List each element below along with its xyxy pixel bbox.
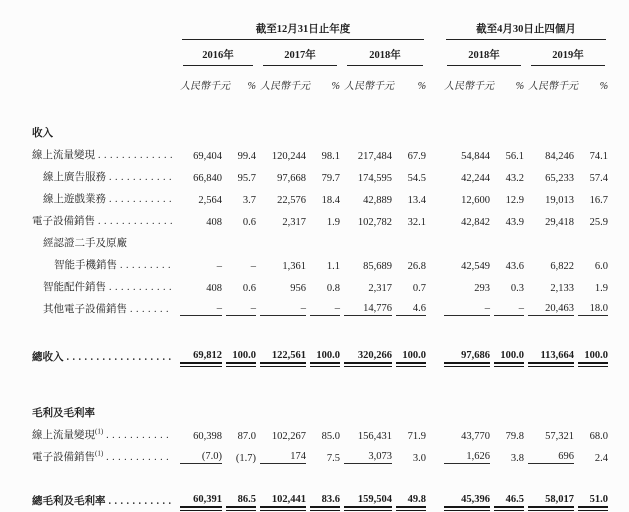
pct-cell: [576, 228, 610, 250]
amount-cell: 42,842: [461, 217, 491, 228]
pct-cell: 18.0: [576, 294, 610, 316]
amount-cell: 293: [474, 283, 491, 294]
pct-cell: 49.8: [394, 480, 428, 508]
amount-cell: [178, 228, 224, 250]
pct-cell: 0.6: [242, 283, 256, 294]
amount-cell: 85,689: [363, 261, 392, 272]
group-gap: [428, 272, 442, 294]
pct-cell: 86.5: [224, 480, 258, 508]
pct-cell: [308, 228, 342, 250]
group-gap: [428, 420, 442, 442]
group-gap: [428, 480, 442, 508]
percent-label: %: [247, 81, 256, 92]
pct-cell: 7.5: [326, 453, 340, 464]
amount-cell: 159,504: [342, 480, 394, 508]
empty-cell: [30, 40, 178, 66]
amount-cell: [442, 398, 492, 420]
group-gap: [428, 140, 442, 162]
dot-leader: [67, 352, 173, 363]
year-2016: 2016年: [183, 47, 253, 66]
pct-cell: 100.0: [394, 336, 428, 364]
group-gap: [428, 206, 442, 228]
amount-cell: 2,317: [282, 217, 306, 228]
pct-cell: 43.2: [505, 173, 525, 184]
dot-leader: [109, 282, 172, 293]
year-2018: 2018年: [347, 47, 423, 66]
unit-label: 人民幣千元: [444, 81, 495, 92]
row-label: [30, 480, 178, 508]
period-group-annual: 截至12月31日止年度: [182, 21, 424, 40]
table-row: [30, 336, 610, 364]
pct-cell: 71.9: [407, 431, 427, 442]
pct-cell: 67.9: [407, 151, 427, 162]
amount-cell: 102,441: [258, 480, 308, 508]
pct-cell: [576, 118, 610, 140]
pct-cell: 79.7: [321, 173, 340, 184]
pct-cell: [492, 118, 526, 140]
unit-label: 人民幣千元: [260, 81, 310, 92]
amount-cell: [442, 118, 492, 140]
amount-cell: –: [178, 294, 224, 316]
amount-cell: 2,317: [368, 283, 392, 294]
table-row: [30, 294, 610, 316]
pct-cell: 0.6: [242, 217, 256, 228]
amount-cell: [258, 228, 308, 250]
pct-cell: [492, 398, 526, 420]
amount-cell: 57,321: [545, 431, 575, 442]
pct-cell: 1.9: [326, 217, 340, 228]
row-label: [30, 184, 178, 206]
amount-cell: [342, 118, 394, 140]
row-label-text: 智能配件銷售: [43, 282, 106, 293]
row-label-text: 電子設備銷售: [32, 216, 95, 227]
spacer-cell: [30, 94, 610, 118]
row-label-text: 電子設備銷售$^{(1)}$: [32, 449, 104, 463]
amount-cell: 408: [206, 217, 222, 228]
amount-cell: 174,595: [357, 173, 392, 184]
row-label-text: 線上流量變現: [32, 150, 95, 161]
year-header-row: [30, 40, 610, 66]
empty-cell: [30, 14, 178, 40]
percent-label: %: [599, 81, 609, 92]
pct-cell: [394, 228, 428, 250]
amount-cell: –: [258, 294, 308, 316]
amount-cell: 65,233: [545, 173, 575, 184]
amount-cell: 102,267: [271, 431, 306, 442]
pct-cell: 12.9: [505, 195, 525, 206]
pct-cell: 26.8: [407, 261, 427, 272]
pct-cell: 100.0: [224, 336, 258, 364]
amount-cell: 3,073: [342, 442, 394, 464]
amount-cell: 60,391: [178, 480, 224, 508]
pct-cell: –: [224, 294, 258, 316]
pct-cell: 100.0: [576, 336, 610, 364]
row-label: [30, 228, 178, 250]
pct-cell: 3.0: [412, 453, 427, 464]
amount-cell: 1,626: [442, 442, 492, 464]
amount-cell: 408: [206, 283, 222, 294]
group-gap: [428, 442, 442, 464]
amount-cell: 2,133: [550, 283, 575, 294]
pct-cell: 2.4: [594, 453, 609, 464]
row-label-text: 智能手機銷售: [54, 260, 117, 271]
dot-leader: [120, 260, 172, 271]
row-label: [30, 442, 178, 464]
group-gap: [428, 250, 442, 272]
amount-cell: 97,668: [277, 173, 306, 184]
amount-cell: [526, 228, 576, 250]
amount-cell: 84,246: [545, 151, 575, 162]
pct-cell: 85.0: [321, 431, 340, 442]
amount-cell: 66,840: [193, 173, 222, 184]
spacer-cell: [30, 364, 610, 398]
amount-cell: 69,812: [178, 336, 224, 364]
pct-cell: [224, 118, 258, 140]
amount-cell: [178, 118, 224, 140]
dot-leader: [109, 194, 172, 205]
amount-cell: 217,484: [357, 151, 392, 162]
year-cell: [342, 40, 428, 66]
row-label-text: 線上遊戲業務: [43, 194, 106, 205]
amount-cell: 122,561: [258, 336, 308, 364]
row-label-text: 總毛利及毛利率: [32, 496, 106, 507]
pct-cell: 46.5: [492, 480, 526, 508]
amount-cell: 43,770: [461, 431, 491, 442]
group-gap: [428, 398, 442, 420]
row-label: [30, 162, 178, 184]
amount-cell: 60,398: [193, 431, 222, 442]
amount-cell: [526, 398, 576, 420]
amount-cell: 22,576: [277, 195, 306, 206]
row-label-text: 線上廣告服務: [43, 172, 106, 183]
pct-cell: 0.8: [326, 283, 340, 294]
section-header-row: [30, 398, 610, 420]
amount-cell: [258, 398, 308, 420]
group-gap: [428, 118, 442, 140]
amount-cell: 6,822: [550, 261, 575, 272]
period-group-row: [30, 14, 610, 40]
amount-cell: 156,431: [357, 431, 392, 442]
pct-cell: 54.5: [407, 173, 427, 184]
row-label-text: 線上流量變現$^{(1)}$: [32, 427, 104, 441]
row-label-text: 毛利及毛利率: [32, 408, 95, 419]
pct-cell: 6.0: [594, 261, 609, 272]
amount-cell: 42,549: [461, 261, 491, 272]
unit-label: 人民幣千元: [344, 81, 394, 92]
pct-cell: 100.0: [492, 336, 526, 364]
amount-cell: 1,361: [282, 261, 306, 272]
pct-cell: 16.7: [589, 195, 609, 206]
table-row: [30, 162, 610, 184]
table-row: [30, 184, 610, 206]
spacer-row: [30, 94, 610, 118]
row-label: [30, 294, 178, 316]
amount-cell: 113,664: [526, 336, 576, 364]
pct-cell: –: [250, 261, 256, 272]
pct-cell: 25.9: [589, 217, 609, 228]
pct-cell: 1.9: [594, 283, 609, 294]
unit-label: 人民幣千元: [180, 81, 230, 92]
unit-label: 人民幣千元: [528, 81, 579, 92]
amount-cell: 120,244: [271, 151, 306, 162]
pct-cell: 79.8: [505, 431, 525, 442]
year-cell: [178, 40, 258, 66]
dot-leader: [98, 150, 172, 161]
dot-leader: [109, 172, 172, 183]
amount-cell: [442, 228, 492, 250]
group-gap: [428, 294, 442, 316]
pct-cell: 100.0: [308, 336, 342, 364]
pct-cell: 1.1: [326, 261, 340, 272]
table-row: [30, 140, 610, 162]
amount-cell: –: [442, 294, 492, 316]
amount-cell: 696: [526, 442, 576, 464]
row-label: [30, 250, 178, 272]
row-label-text: 經認證二手及原廠: [43, 238, 127, 249]
empty-cell: [30, 66, 178, 94]
spacer-cell: [30, 316, 610, 336]
spacer-row: [30, 316, 610, 336]
pct-cell: 57.4: [589, 173, 609, 184]
table-row: [30, 480, 610, 508]
amount-cell: 174: [258, 442, 308, 464]
year-cell: [526, 40, 610, 66]
pct-cell: 13.4: [407, 195, 427, 206]
amount-cell: 42,889: [363, 195, 392, 206]
amount-cell: [342, 398, 394, 420]
amount-cell: 58,017: [526, 480, 576, 508]
pct-cell: 98.1: [321, 151, 340, 162]
amount-cell: [526, 118, 576, 140]
pct-cell: 4.6: [394, 294, 428, 316]
row-label: [30, 272, 178, 294]
pct-cell: [492, 228, 526, 250]
dot-leader: [130, 304, 172, 315]
pct-cell: 18.4: [321, 195, 340, 206]
pct-cell: 0.7: [412, 283, 427, 294]
amount-cell: 19,013: [545, 195, 575, 206]
pct-cell: [224, 398, 258, 420]
pct-cell: 68.0: [589, 431, 609, 442]
amount-cell: (7.0): [178, 442, 224, 464]
row-label-text: 總收入: [32, 352, 64, 363]
amount-cell: 69,404: [193, 151, 222, 162]
year-cell: [442, 40, 526, 66]
year-cell: [258, 40, 342, 66]
section-title: [30, 118, 178, 140]
table-row: [30, 228, 610, 250]
pct-cell: 99.4: [237, 151, 256, 162]
group-gap: [428, 66, 442, 94]
percent-label: %: [331, 81, 340, 92]
pct-cell: [308, 118, 342, 140]
percent-label: %: [417, 81, 427, 92]
amount-cell: 102,782: [357, 217, 392, 228]
pct-cell: 83.6: [308, 480, 342, 508]
amount-cell: 320,266: [342, 336, 394, 364]
pct-cell: 43.6: [505, 261, 525, 272]
pct-cell: 56.1: [505, 151, 525, 162]
period-group-cell: [442, 14, 610, 40]
row-label: [30, 336, 178, 364]
footnote-marker: (1): [95, 427, 104, 436]
amount-cell: 29,418: [545, 217, 575, 228]
amount-cell: 20,463: [526, 294, 576, 316]
row-label-text: 收入: [32, 128, 53, 139]
group-gap: [428, 336, 442, 364]
pct-cell: [224, 228, 258, 250]
table-row: [30, 206, 610, 228]
table-row: [30, 442, 610, 464]
unit-header-row: [30, 66, 610, 94]
amount-cell: [178, 398, 224, 420]
section-header-row: [30, 118, 610, 140]
pct-cell: (1.7): [235, 453, 256, 464]
table-row: [30, 420, 610, 442]
amount-cell: 42,244: [461, 173, 491, 184]
pct-cell: [576, 398, 610, 420]
group-gap: [428, 14, 442, 40]
pct-cell: 3.8: [510, 453, 525, 464]
table-row: [30, 272, 610, 294]
table-row: [30, 250, 610, 272]
period-group-cell: [178, 14, 428, 40]
spacer-cell: [30, 464, 610, 480]
group-gap: [428, 162, 442, 184]
percent-label: %: [515, 81, 525, 92]
dot-leader: [98, 216, 172, 227]
pct-cell: [394, 398, 428, 420]
amount-cell: 45,396: [442, 480, 492, 508]
spacer-row: [30, 364, 610, 398]
pct-cell: –: [308, 294, 342, 316]
pct-cell: 3.7: [242, 195, 256, 206]
pct-cell: 0.3: [510, 283, 525, 294]
group-gap: [428, 228, 442, 250]
dot-leader: [109, 496, 173, 507]
period-group-four-months: 截至4月30日止四個月: [446, 21, 606, 40]
row-label-text: 其他電子設備銷售: [43, 304, 127, 315]
amount-cell: 54,844: [461, 151, 491, 162]
year-2017: 2017年: [263, 47, 337, 66]
pct-cell: 95.7: [237, 173, 256, 184]
amount-cell: 97,686: [442, 336, 492, 364]
group-gap: [428, 40, 442, 66]
pct-cell: [394, 118, 428, 140]
amount-cell: –: [216, 261, 222, 272]
dot-leader: [106, 430, 172, 441]
year-2019-interim: 2019年: [531, 47, 605, 66]
pct-cell: 32.1: [407, 217, 427, 228]
pct-cell: [308, 398, 342, 420]
pct-cell: 74.1: [589, 151, 609, 162]
row-label: [30, 206, 178, 228]
dot-leader: [106, 452, 172, 463]
row-label: [30, 140, 178, 162]
section-title: [30, 398, 178, 420]
spacer-row: [30, 464, 610, 480]
amount-cell: [258, 118, 308, 140]
pct-cell: 87.0: [237, 431, 256, 442]
footnote-marker: (1): [95, 449, 104, 458]
amount-cell: 12,600: [461, 195, 491, 206]
year-2018-interim: 2018年: [447, 47, 521, 66]
pct-cell: 43.9: [505, 217, 525, 228]
group-gap: [428, 184, 442, 206]
table-body: [30, 118, 610, 508]
amount-cell: 2,564: [198, 195, 222, 206]
pct-cell: 51.0: [576, 480, 610, 508]
pct-cell: –: [492, 294, 526, 316]
financial-table: [30, 14, 610, 508]
row-label: [30, 420, 178, 442]
amount-cell: 956: [290, 283, 306, 294]
amount-cell: 14,776: [342, 294, 394, 316]
amount-cell: [342, 228, 394, 250]
